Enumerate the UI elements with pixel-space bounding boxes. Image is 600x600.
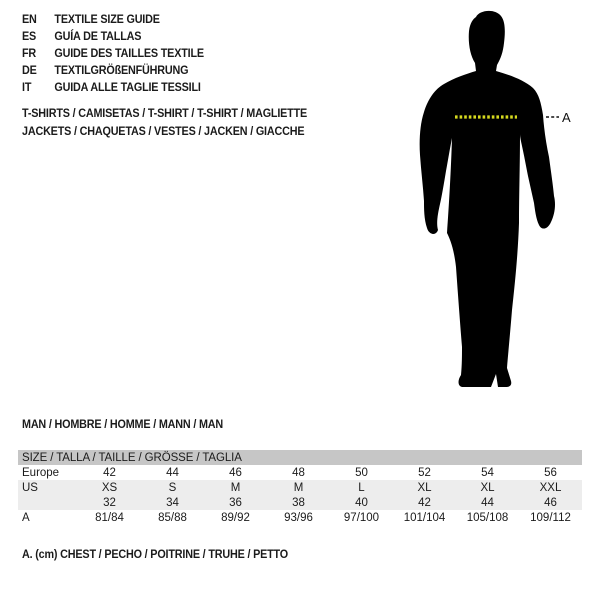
- language-label: GUIDE DES TAILLES TEXTILE: [54, 46, 204, 60]
- language-label: TEXTILGRÖßENFÜHRUNG: [54, 63, 189, 77]
- row-label-blank: [18, 495, 78, 510]
- cell: 42: [103, 466, 116, 479]
- language-label: TEXTILE SIZE GUIDE: [54, 12, 160, 26]
- language-code: ES: [22, 29, 37, 43]
- man-figure: [400, 5, 580, 390]
- cell: 105/108: [466, 511, 509, 524]
- cell: S: [168, 481, 177, 494]
- language-code: IT: [22, 80, 32, 94]
- man-silhouette: [420, 11, 555, 387]
- table-row-numeric: [18, 495, 582, 510]
- cell: 46: [229, 466, 242, 479]
- language-row-en: [22, 11, 204, 28]
- language-label: GUÍA DE TALLAS: [54, 29, 142, 43]
- cell: 54: [481, 466, 494, 479]
- language-code: DE: [22, 63, 37, 77]
- language-row-de: [22, 62, 204, 79]
- cell: XS: [101, 481, 118, 494]
- cell: 34: [166, 496, 179, 509]
- table-row-chest-a: [18, 510, 582, 525]
- category-line-tshirts: T-SHIRTS / CAMISETAS / T-SHIRT / T-SHIRT / MAGLIETTE: [22, 106, 308, 120]
- table-header-row: [18, 450, 582, 465]
- cell: 109/112: [530, 511, 571, 524]
- language-list: [22, 11, 204, 96]
- language-code: FR: [22, 46, 37, 60]
- cell: 44: [481, 496, 494, 509]
- table-row-us: [18, 480, 582, 495]
- cell: 40: [355, 496, 368, 509]
- cell: 42: [418, 496, 431, 509]
- cell: 101/104: [403, 511, 446, 524]
- category-lines: [22, 104, 307, 140]
- cell: 89/92: [221, 511, 250, 524]
- table-row-europe: [18, 465, 582, 480]
- cell: 56: [544, 466, 557, 479]
- measure-label-a: A: [562, 110, 571, 125]
- cell: 38: [292, 496, 305, 509]
- measurement-footnote: A. (cm) CHEST / PECHO / POITRINE / TRUHE / PETTO: [22, 547, 288, 561]
- cell: XL: [480, 481, 495, 494]
- cell: 46: [544, 496, 557, 509]
- row-label-a: A: [22, 511, 30, 524]
- category-line-jackets: JACKETS / CHAQUETAS / VESTES / JACKEN / GIACCHE: [22, 124, 305, 138]
- language-row-fr: [22, 45, 204, 62]
- cell: 50: [355, 466, 368, 479]
- section-title-man: MAN / HOMBRE / HOMME / MANN / MAN: [22, 417, 224, 431]
- language-row-it: [22, 79, 204, 96]
- cell: XXL: [539, 481, 562, 494]
- size-table: [18, 450, 582, 525]
- cell: 52: [418, 466, 431, 479]
- language-row-es: [22, 28, 204, 45]
- cell: 97/100: [343, 511, 380, 524]
- row-label-us: US: [22, 481, 38, 494]
- cell: 44: [166, 466, 179, 479]
- language-label: GUIDA ALLE TAGLIE TESSILI: [54, 80, 201, 94]
- cell: 32: [103, 496, 116, 509]
- cell: 81/84: [95, 511, 124, 524]
- cell: L: [358, 481, 365, 494]
- cell: M: [230, 481, 241, 494]
- cell: 36: [229, 496, 242, 509]
- cell: XL: [417, 481, 432, 494]
- cell: 85/88: [158, 511, 187, 524]
- table-header: SIZE / TALLA / TAILLE / GRÖSSE / TAGLIA: [18, 450, 582, 465]
- cell: 93/96: [284, 511, 313, 524]
- row-label-europe: Europe: [22, 466, 60, 479]
- language-code: EN: [22, 12, 37, 26]
- cell: M: [293, 481, 304, 494]
- cell: 48: [292, 466, 305, 479]
